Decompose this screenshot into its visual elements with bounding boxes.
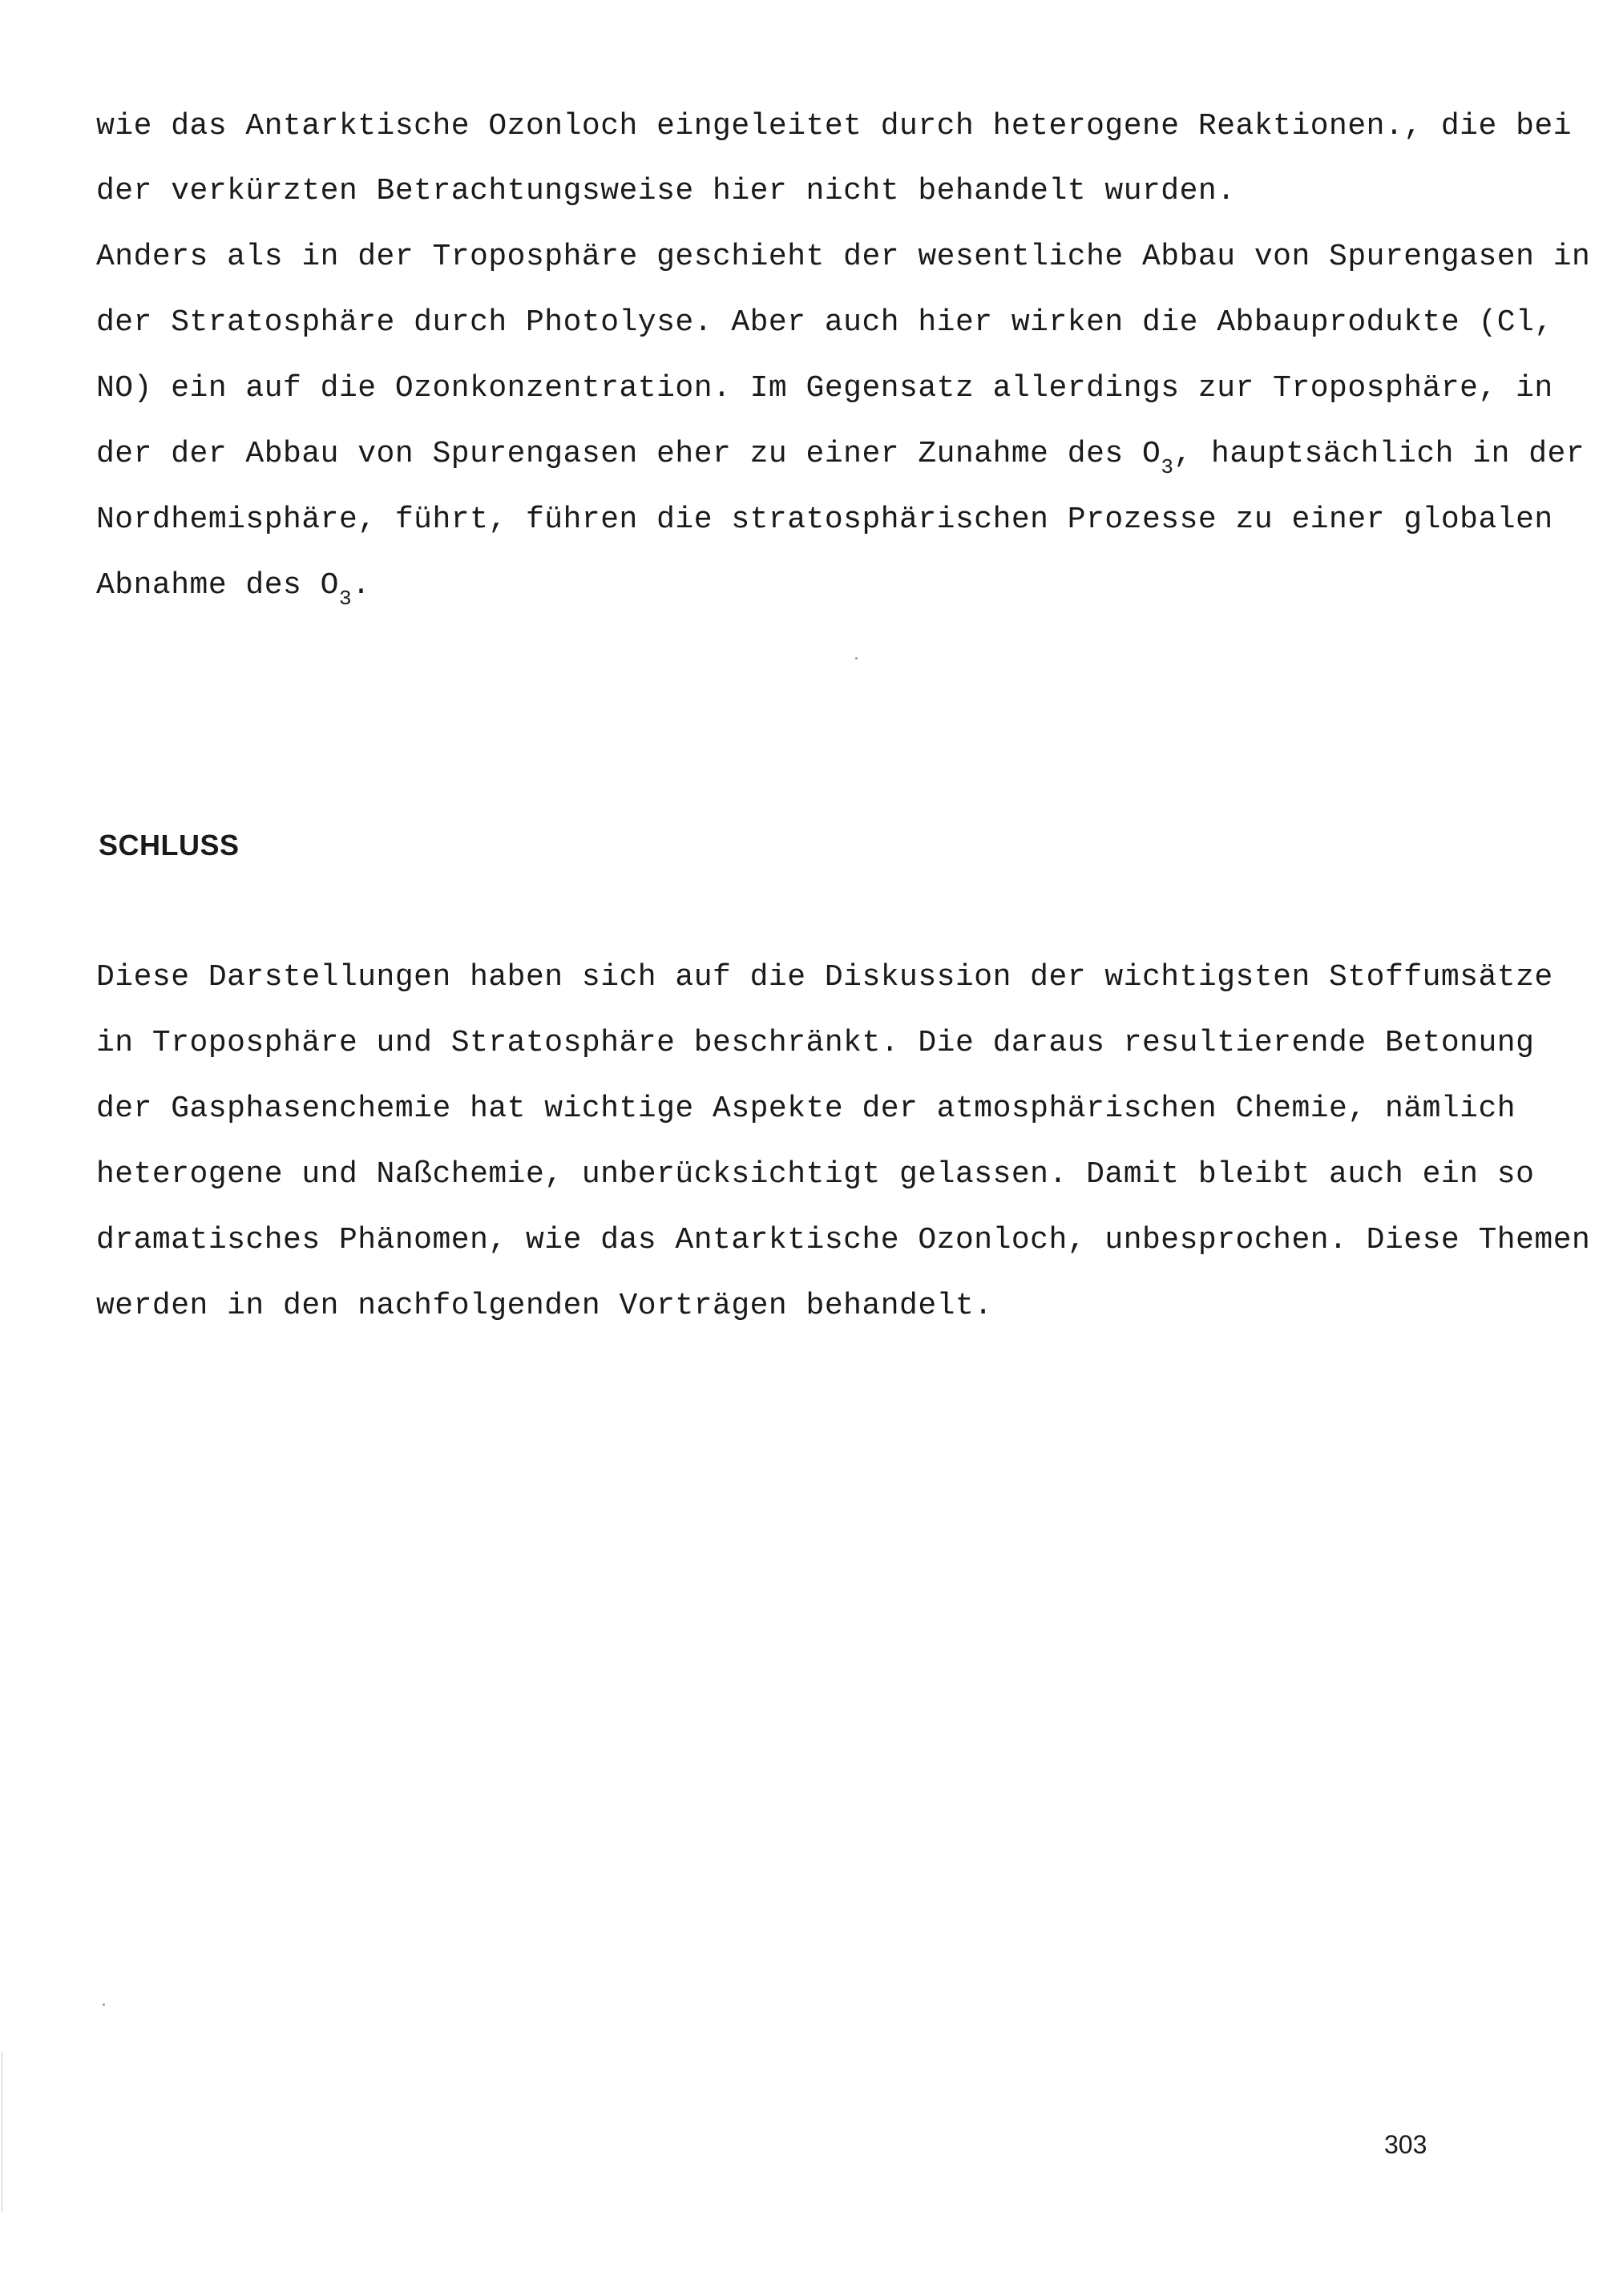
paragraph-2-line-1: Diese Darstellungen haben sich auf die Diskussion der wichtigsten Stoffumsätze (96, 960, 1553, 995)
paragraph-1-line-6 (96, 434, 1585, 479)
paragraph-2-line-5: dramatisches Phänomen, wie das Antarktische Ozonloch, unbesprochen. Diese Themen (96, 1223, 1591, 1257)
paragraph-1-line-8 (96, 566, 1431, 611)
section-heading: SCHLUSS (99, 829, 240, 862)
line-6-text-before: der der Abbau von Spurengasen eher zu einer Zunahme des O (96, 437, 1161, 471)
ozone-subscript: 3 (1161, 455, 1174, 479)
paragraph-1-line-4: der Stratosphäre durch Photolyse. Aber auch hier wirken die Abbauprodukte (Cl, (96, 305, 1553, 340)
paragraph-2-line-6: werden in den nachfolgenden Vorträgen behandelt. (96, 1289, 993, 1323)
paragraph-1-line-3: Anders als in der Troposphäre geschieht der wesentliche Abbau von Spurengasen in (96, 240, 1591, 274)
paragraph-2-line-3: der Gasphasenchemie hat wichtige Aspekte der atmosphärischen Chemie, nämlich (96, 1092, 1516, 1126)
ozone-subscript: 3 (338, 587, 353, 611)
paragraph-2-line-4: heterogene und Naßchemie, unberücksichtigt gelassen. Damit bleibt auch ein so (96, 1157, 1535, 1192)
line-8-text-before: Abnahme des O (96, 568, 339, 603)
paragraph-1-line-7: Nordhemisphäre, führt, führen die stratosphärischen Prozesse zu einer globalen (96, 502, 1553, 537)
scan-speck (855, 657, 858, 660)
scan-speck (103, 2003, 105, 2006)
paragraph-1-line-2: der verkürzten Betrachtungsweise hier nicht behandelt wurden. (96, 174, 1236, 208)
paragraph-2-line-2: in Troposphäre und Stratosphäre beschränkt. Die daraus resultierende Betonung (96, 1026, 1535, 1060)
line-6-text-after: , hauptsächlich in der (1173, 437, 1585, 471)
line-8-text-after: . (352, 568, 371, 603)
page-number: 303 (1384, 2130, 1427, 2159)
paragraph-1-line-1: wie das Antarktische Ozonloch eingeleitet durch heterogene Reaktionen., die bei (96, 109, 1572, 143)
paragraph-1-line-5: NO) ein auf die Ozonkonzentration. Im Gegensatz allerdings zur Troposphäre, in (96, 371, 1553, 406)
